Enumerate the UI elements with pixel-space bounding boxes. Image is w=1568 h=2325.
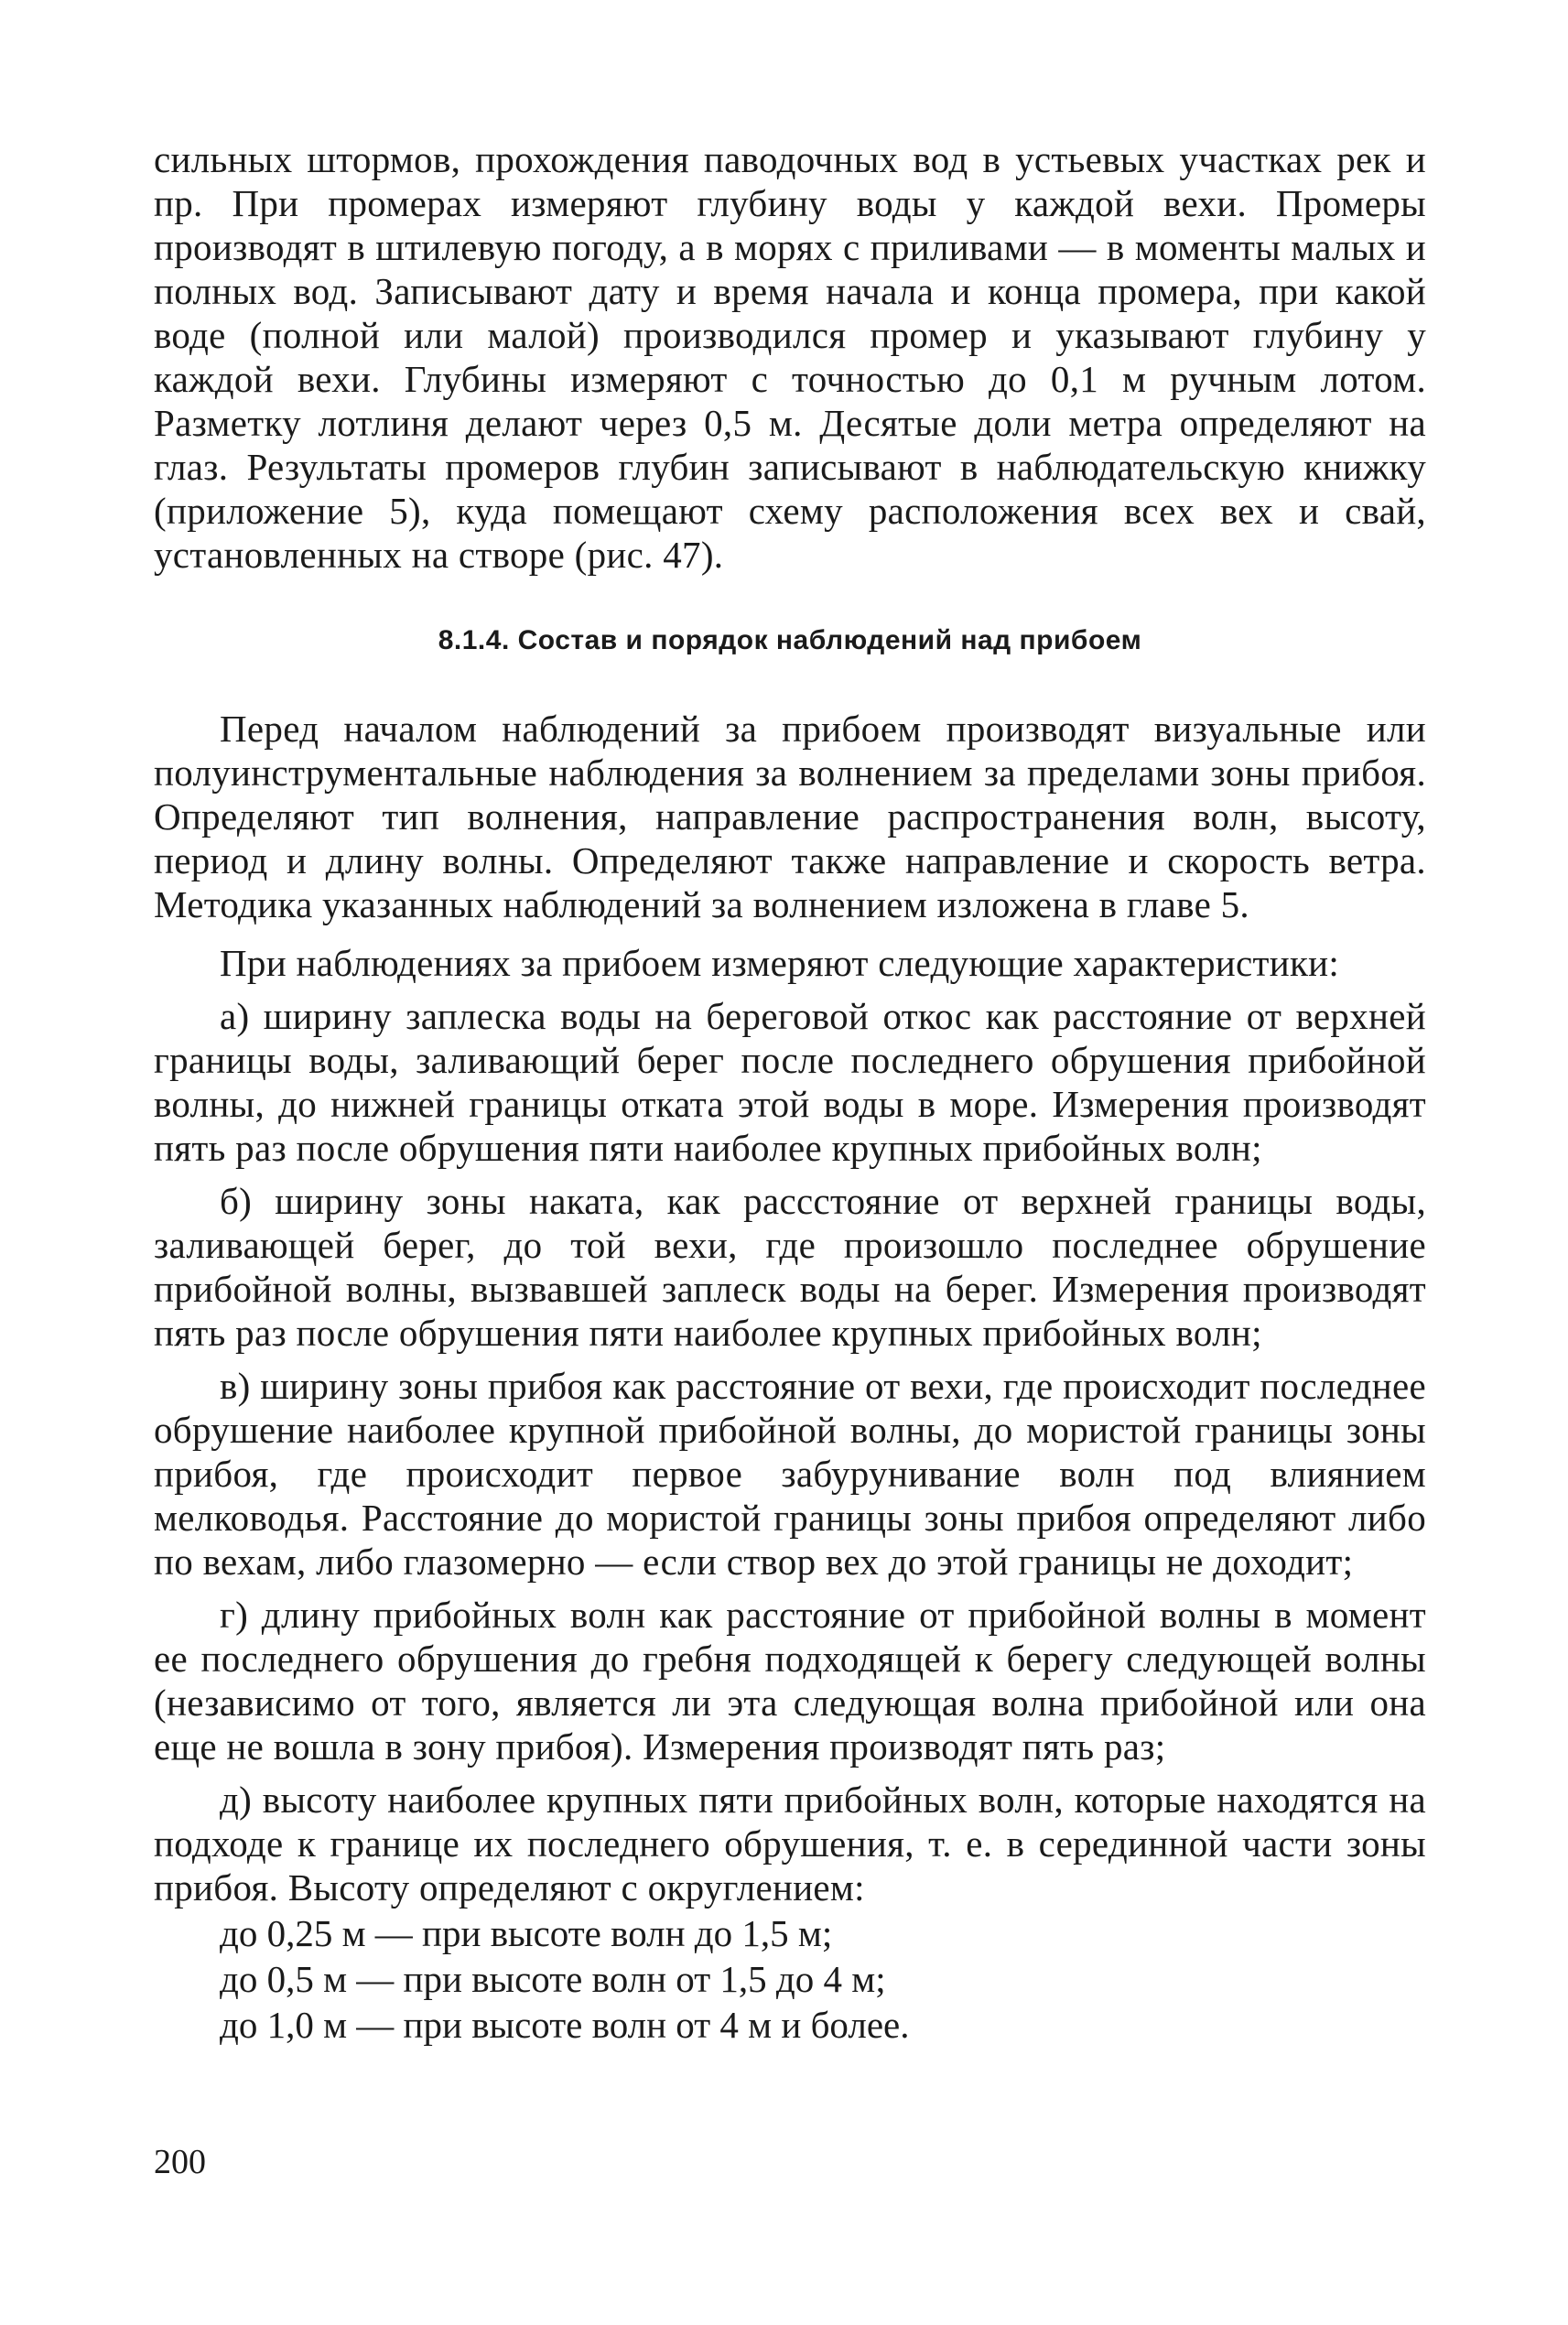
intro-paragraph: Перед началом наблюдений за прибоем производят визуальные или полуинструментальные наблюдения за волнением за пределами зоны прибоя. Определяют тип волнения, направление распространения волн, высоту, период и длину волны. Определяют также направление и скорость ветра. Методика указанных наблюдений за волнением изложена в главе 5. [154,708,1426,925]
section-body [154,707,1426,2047]
list-intro-paragraph: При наблюдениях за прибоем измеряют следующие характеристики: [220,942,1340,984]
rounding-rule-3: до 1,0 м — при высоте волн от 4 м и более. [220,2004,910,2046]
continuation-paragraph: сильных штормов, прохождения паводочных вод в устьевых участках рек и пр. При промерах измеряют глубину воды у каждой вехи. Промеры производят в штилевую погоду, а в морях с приливами — в моменты малых и полных вод. Записывают дату и время начала и конца промера, при какой воде (полной или малой) производился промер и указывают глубину у каждой вехи. Глубины измеряют с точностью до 0,1 м ручным лотом. Разметку лотлиня делают через 0,5 м. Десятые доли метра определяют на глаз. Результаты промеров глубин записывают в наблюдательскую книжку (приложение 5), куда помещают схему расположения всех вех и свай, установленных на створе (рис. 47). [154,138,1426,576]
page-number: 200 [154,2143,206,2181]
list-item-g: г) длину прибойных волн как расстояние от прибойной волны в момент ее последнего обрушения до гребня подходящей к берегу следующей волны (независимо от того, является ли эта следующая волна прибойной или она еще не вошла в зону прибоя). Измерения производят пять раз; [154,1594,1426,1768]
list-item-b: б) ширину зоны наката, как рассстояние от верхней границы воды, заливающей берег, до той вехи, где произошло последнее обрушение прибойной волны, вызвавшей заплеск воды на берег. Измерения производят пять раз после обрушения пяти наиболее крупных прибойных волн; [154,1180,1426,1354]
section-heading: 8.1.4. Состав и порядок наблюдений над прибоем [438,625,1142,655]
rounding-rule-2: до 0,5 м — при высоте волн от 1,5 до 4 м; [220,1958,886,2000]
list-item-d: д) высоту наиболее крупных пяти прибойных волн, которые находятся на подходе к границе их последнего обрушения, т. е. в серединной части зоны прибоя. Высоту определяют с округлением: [154,1779,1426,1909]
list-item-v: в) ширину зоны прибоя как расстояние от вехи, где происходит последнее обрушение наиболее крупной прибойной волны, до мористой границы зоны прибоя, где происходит первое забурунивание волн под влиянием мелководья. Расстояние до мористой границы зоны прибоя определяют либо по вехам, либо глазомерно — если створ вех до этой границы не доходит; [154,1365,1426,1583]
rounding-rule-1: до 0,25 м — при высоте волн до 1,5 м; [220,1912,833,1954]
list-item-a: а) ширину заплеска воды на береговой откос как расстояние от верхней границы воды, заливающий берег после последнего обрушения прибойной волны, до нижней границы отката этой воды в море. Измерения производят пять раз после обрушения пяти наиболее крупных прибойных волн; [154,995,1426,1169]
page-body [154,137,1426,2047]
